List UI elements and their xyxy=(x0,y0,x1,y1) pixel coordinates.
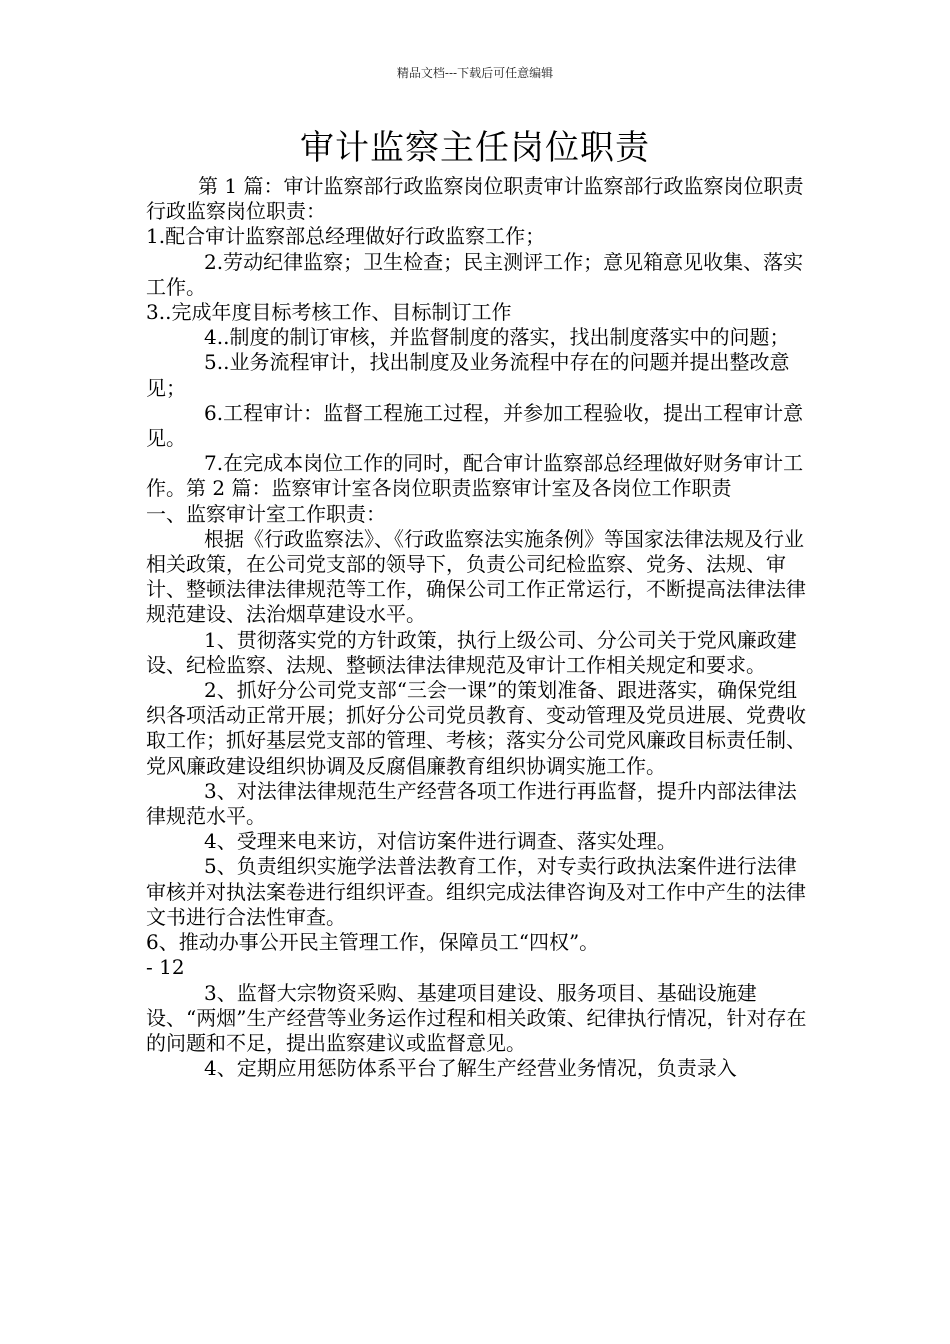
body-paragraph: 一、监察审计室工作职责： xyxy=(146,501,386,526)
body-paragraph: 1、贯彻落实党的方针政策，执行上级公司、分公司关于党风廉政建设、纪检监察、法规、整顿法律法律规范及审计工作相关规定和要求。 xyxy=(146,627,797,677)
body-paragraph: 工作。 xyxy=(146,274,206,299)
body-paragraph: 3、监督大宗物资采购、基建项目建设、服务项目、基础设施建设、“两烟”生产经营等业务运作过程和相关政策、纪律执行情况，针对存在的问题和不足，提出监察建议或监督意见。 xyxy=(146,980,807,1055)
document-body xyxy=(146,174,812,1081)
body-paragraph: 5、负责组织实施学法普法教育工作，对专卖行政执法案件进行法律审核并对执法案卷进行组织评查。组织完成法律咨询及对工作中产生的法律文书进行合法性审查。 xyxy=(146,854,806,929)
body-paragraph: 6、推动办事公开民主管理工作，保障员工“四权”。 xyxy=(146,930,600,955)
body-paragraph: 1.配合审计监察部总经理做好行政监察工作； xyxy=(146,224,546,249)
body-paragraph: 2.劳动纪律监察；卫生检查；民主测评工作；意见箱意见收集、落实 xyxy=(204,249,804,274)
body-paragraph: 4、受理来电来访，对信访案件进行调查、落实处理。 xyxy=(204,829,677,854)
body-paragraph: 第 1 篇：审计监察部行政监察岗位职责审计监察部行政监察岗位职责 xyxy=(198,174,804,198)
page-header: 精品文档---下载后可任意编辑 xyxy=(396,66,554,80)
body-paragraph: 行政监察岗位职责： xyxy=(146,199,326,224)
body-paragraph: - 12 xyxy=(146,955,185,980)
body-paragraph: 4..制度的制订审核，并监督制度的落实，找出制度落实中的问题； xyxy=(204,325,790,350)
body-paragraph: 根据《行政监察法》、《行政监察法实施条例》等国家法律法规及行业相关政策，在公司党支部的领导下，负责公司纪检监察、党务、法规、审计、整顿法律法律规范等工作，确保公司工作正常运行，不断提高法律法律规范建设、法治烟草建设水平。 xyxy=(146,526,806,627)
body-paragraph: 3..完成年度目标考核工作、目标制订工作 xyxy=(146,300,512,325)
document-title: 审计监察主任岗位职责 xyxy=(300,128,650,168)
body-paragraph: 4、定期应用惩防体系平台了解生产经营业务情况，负责录入 xyxy=(204,1056,737,1081)
body-paragraph: 7.在完成本岗位工作的同时，配合审计监察部总经理做好财务审计工作。第 2 篇：监察审计室各岗位职责监察审计室及各岗位工作职责 xyxy=(146,451,804,501)
body-paragraph: 6.工程审计：监督工程施工过程，并参加工程验收，提出工程审计意见。 xyxy=(146,400,804,451)
body-paragraph: 5..业务流程审计，找出制度及业务流程中存在的问题并提出整改意见； xyxy=(146,350,790,400)
body-paragraph: 2、抓好分公司党支部“三会一课”的策划准备、跟进落实，确保党组织各项活动正常开展；抓好分公司党员教育、变动管理及党员进展、党费收取工作；抓好基层党支部的管理、考核；落实分公司党风廉政目标责任制、党风廉政建设组织协调及反腐倡廉教育组织协调实施工作。 xyxy=(146,678,806,778)
body-paragraph: 3、对法律法律规范生产经营各项工作进行再监督，提升内部法律法律规范水平。 xyxy=(146,778,797,829)
